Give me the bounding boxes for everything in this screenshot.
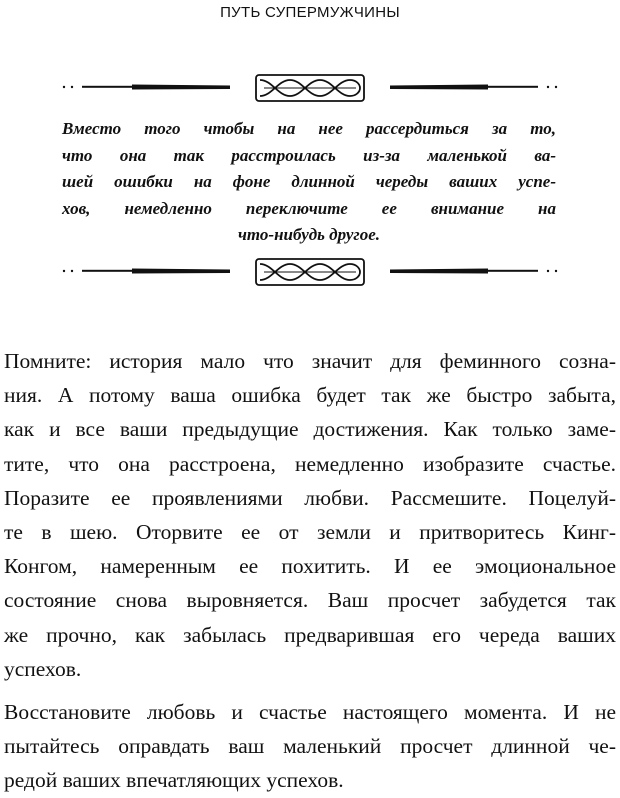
text-line: Восстановите любовь и счастье настоящего момента. И не	[4, 700, 616, 724]
text-line: те в шею. Оторвите ее от земли и притворитесь Кинг-	[4, 519, 616, 544]
callout-line: хов, немедленно переключите ее внимание на	[62, 198, 556, 218]
running-header: ПУТЬ СУПЕРМУЖЧИНЫ	[220, 4, 400, 21]
text-line: Поразите ее проявлениями любви. Рассмешите. Поцелуй-	[4, 485, 616, 510]
text-line: как и все ваши предыдущие достижения. Как только заме-	[4, 417, 616, 442]
text-line: же прочно, как забылась предварившая его череда ваших	[4, 622, 616, 647]
callout-line: шей ошибки на фоне длинной череды ваших успе-	[62, 172, 556, 191]
callout-line: что она так расстроилась из-за маленькой ва-	[62, 145, 556, 165]
callout-quote	[62, 116, 556, 249]
text-line: редой ваших впечатляющих успехов.	[4, 768, 344, 793]
ornament-divider-bottom	[60, 256, 560, 288]
text-line: тите, что она расстроена, немедленно изобразите счастье.	[4, 451, 616, 476]
body-paragraph-2	[4, 695, 616, 798]
callout-line: что-нибудь другое.	[237, 225, 380, 244]
ornament-divider-top	[60, 72, 560, 104]
text-line: состояние снова выровняется. Ваш просчет забудется так	[4, 588, 616, 613]
text-line: ния. А потому ваша ошибка будет так же быстро забыта,	[4, 383, 616, 408]
text-line: пытайтесь оправдать ваш маленький просчет длинной че-	[4, 734, 616, 759]
body-paragraph-1	[4, 344, 616, 686]
callout-line: Вместо того чтобы на нее рассердиться за то,	[62, 119, 556, 138]
text-line: успехов.	[4, 656, 82, 681]
text-line: Помните: история мало что значит для феминного созна-	[4, 349, 616, 373]
text-line: Конгом, намеренным ее похитить. И ее эмоциональное	[4, 554, 616, 579]
